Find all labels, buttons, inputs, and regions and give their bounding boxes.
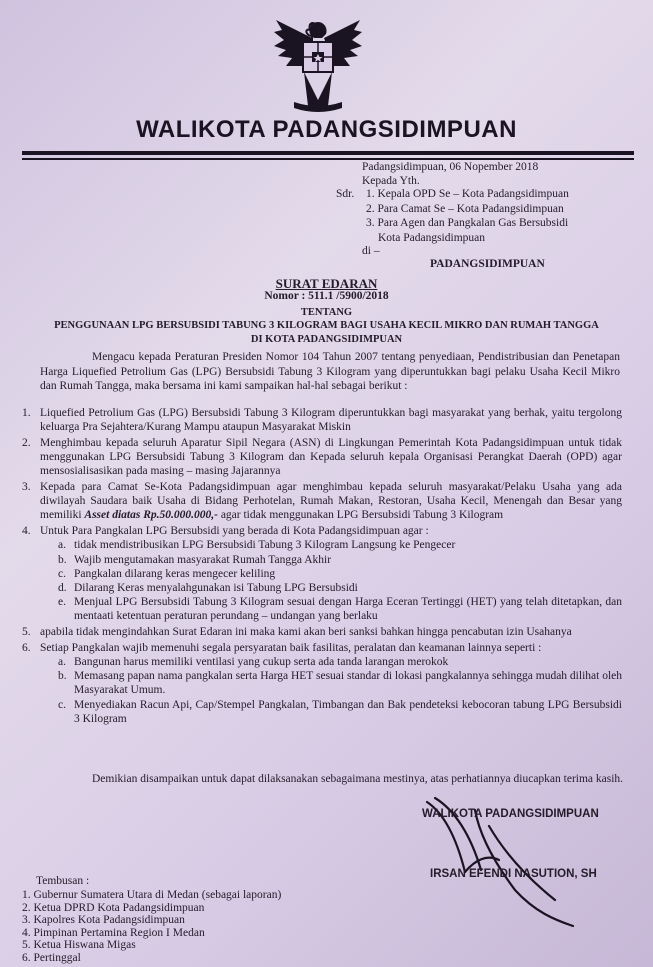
intro-paragraph: Mengacu kepada Peraturan Presiden Nomor 104 Tahun 2007 tentang penyediaan, Pendistribusian dan Penetapan Harga Liquefied Petrolium Gas (LPG) Bersubsidi Tabung 3 Kilogram yang diperuntukkan bagi pelaku Usaha Kecil Mikro dan Rumah Tangga, maka bersama ini kami sampaikan hal-hal sebagai berikut : [40,351,620,392]
sub-item [58,581,622,595]
point-number: 4. [22,525,31,538]
recipient-item: 2. Para Camat Se – Kota Padangsidimpuan [366,202,564,215]
sub-text: Pangkalan dilarang keras mengecer keliling [74,567,276,580]
sub-text: Memasang papan nama pangkalan serta Harga HET sesuai standar di lokasi pangkalannya sehingga mudah dilihat oleh Masyarakat Umum. [74,670,622,697]
point-text: Kepada para Camat Se-Kota Padangsidimpuan agar menghimbau kepada seluruh masyarakat/Pelaku Usaha yang ada diwilayah Saudara baik Usaha di Bidang Perhotelan, Rumah Makan, Restoran, Usaha Kecil, Menengah dan Besar yang memiliki [40,481,622,522]
point-text: agar tidak menggunakan LPG Bersubsidi Tabung 3 Kilogram [217,509,504,522]
signatory-name: IRSAN EFENDI NASUTION, SH [430,868,597,880]
point-text: Untuk Para Pangkalan LPG Bersubsidi yang berada di Kota Padangsidimpuan agar : [40,525,429,538]
point-number: 6. [22,641,31,654]
header-rule-thin [22,158,634,160]
point-number: 5. [22,626,31,639]
sub-item [58,655,622,669]
recipient-list [366,187,569,245]
salutation-kepada: Kepada Yth. [362,175,420,187]
cc-item: 5. Ketua Hiswana Migas [22,939,136,952]
sub-list [40,655,622,726]
sub-item [58,595,622,623]
sub-list [40,538,622,623]
header-title: WALIKOTA PADANGSIDIMPUAN [136,116,517,143]
sub-text: Dilarang Keras menyalahgunakan isi Tabung LPG Bersubsidi [74,581,358,594]
recipient-item-continuation: Kota Padangsidimpuan [378,231,485,244]
point-item [22,625,622,639]
points-list [22,406,622,727]
sub-letter: a. [58,655,66,668]
closing-paragraph: Demikian disampaikan untuk dapat dilaksanakan sebagaimana mestinya, atas perhatiannya diucapkan terima kasih. [92,773,624,785]
sub-text: Wajib mengutamakan masyarakat Rumah Tangga Akhir [74,553,332,566]
sub-letter: e. [58,596,66,609]
letter-tentang: TENTANG [300,307,353,318]
letter-number: Nomor : 511.1 /5900/2018 [264,290,389,302]
sub-item [58,553,622,567]
cc-item: 2. Ketua DPRD Kota Padangsidimpuan [22,901,205,914]
address-city: PADANGSIDIMPUAN [430,258,545,270]
garuda-emblem-icon [268,14,368,116]
point-number: 2. [22,436,31,449]
signatory-title: WALIKOTA PADANGSIDIMPUAN [422,808,599,820]
point-number: 1. [22,407,31,419]
handwritten-signature-icon [405,780,605,930]
sub-letter: c. [58,567,66,580]
sub-item [58,538,622,552]
point-item [22,436,622,479]
point-item [22,524,622,623]
sub-text: Menyediakan Racun Api, Cap/Stempel Pangkalan, Timbangan dan Bak pendeteksi kebocoran tabung LPG Bersubsidi 3 Kilogram [74,698,622,725]
sub-letter: d. [58,581,67,594]
cc-item: 3. Kapolres Kota Padangsidimpuan [22,914,185,927]
letter-subject-line: PENGGUNAAN LPG BERSUBSIDI TABUNG 3 KILOGRAM BAGI USAHA KECIL MIKRO DAN RUMAH TANGGA [54,320,599,331]
cc-list [22,889,281,965]
recipient-item: 3. Para Agen dan Pangkalan Gas Bersubsidi [366,217,569,229]
sub-text: tidak mendistribusikan LPG Bersubsidi Tabung 3 Kilogram Langsung ke Pengecer [74,539,456,552]
sub-letter: c. [58,698,66,711]
sub-text: Menjual LPG Bersubsidi Tabung 3 Kilogram sesuai dengan Harga Eceran Tertinggi (HET) yang telah ditetapkan, dan mentaati ketentuan peraturan perundang – undangan yang berlaku [74,596,622,623]
header-rule-thick [22,151,634,155]
point-text: apabila tidak mengindahkan Surat Edaran ini maka kami akan beri sanksi bahkan hingga pencabutan izin Usahanya [40,626,572,639]
sub-item [58,669,622,697]
point-text: Menghimbau kepada seluruh Aparatur Sipil Negara (ASN) di Lingkungan Pemerintah Kota Padangsidimpuan untuk tidak menggunakan LPG Bersubsidi Tabung 3 Kilogram dan Kepada seluruh kepala Organisasi Perangkat Daerah (OPD) agar mensosialisasikan pada masing – masing Jajarannya [40,436,622,478]
sub-letter: a. [58,539,66,552]
address-di: di – [362,245,380,257]
letter-subject-line: DI KOTA PADANGSIDIMPUAN [250,334,403,345]
sub-text: Bangunan harus memiliki ventilasi yang cukup serta ada tanda larangan merokok [74,655,449,668]
sub-letter: b. [58,553,67,566]
point-text: Setiap Pangkalan wajib memenuhi segala persyaratan baik fasilitas, peralatan dan keamanan lainnya seperti : [40,641,542,654]
point-item [22,480,622,523]
cc-title: Tembusan : [36,875,90,887]
cc-item: 6. Pertinggal [22,951,81,964]
sub-item [58,698,622,726]
asset-threshold: Asset diatas Rp.50.000.000,- [84,509,218,522]
point-item [22,406,622,434]
sub-letter: b. [58,670,67,683]
cc-item: 1. Gubernur Sumatera Utara di Medan (sebagai laporan) [22,889,282,901]
point-item [22,641,622,726]
cc-item: 4. Pimpinan Pertamina Region I Medan [22,926,205,939]
letter-subject [40,319,613,347]
salutation-sdr: Sdr. [336,188,355,200]
sub-item [58,567,622,581]
letter-title: SURAT EDARAN [275,276,378,291]
recipient-item: 1. Kepala OPD Se – Kota Padangsidimpuan [366,188,569,200]
point-text: Liquefied Petrolium Gas (LPG) Bersubsidi Tabung 3 Kilogram diperuntukkan bagi masyarakat yang berhak, yaitu tergolong keluarga Pra Sejahtera/Kurang Mampu ataupun Masyarakat Miskin [40,407,622,434]
point-number: 3. [22,481,31,494]
place-date: Padangsidimpuan, 06 Nopember 2018 [362,161,539,173]
